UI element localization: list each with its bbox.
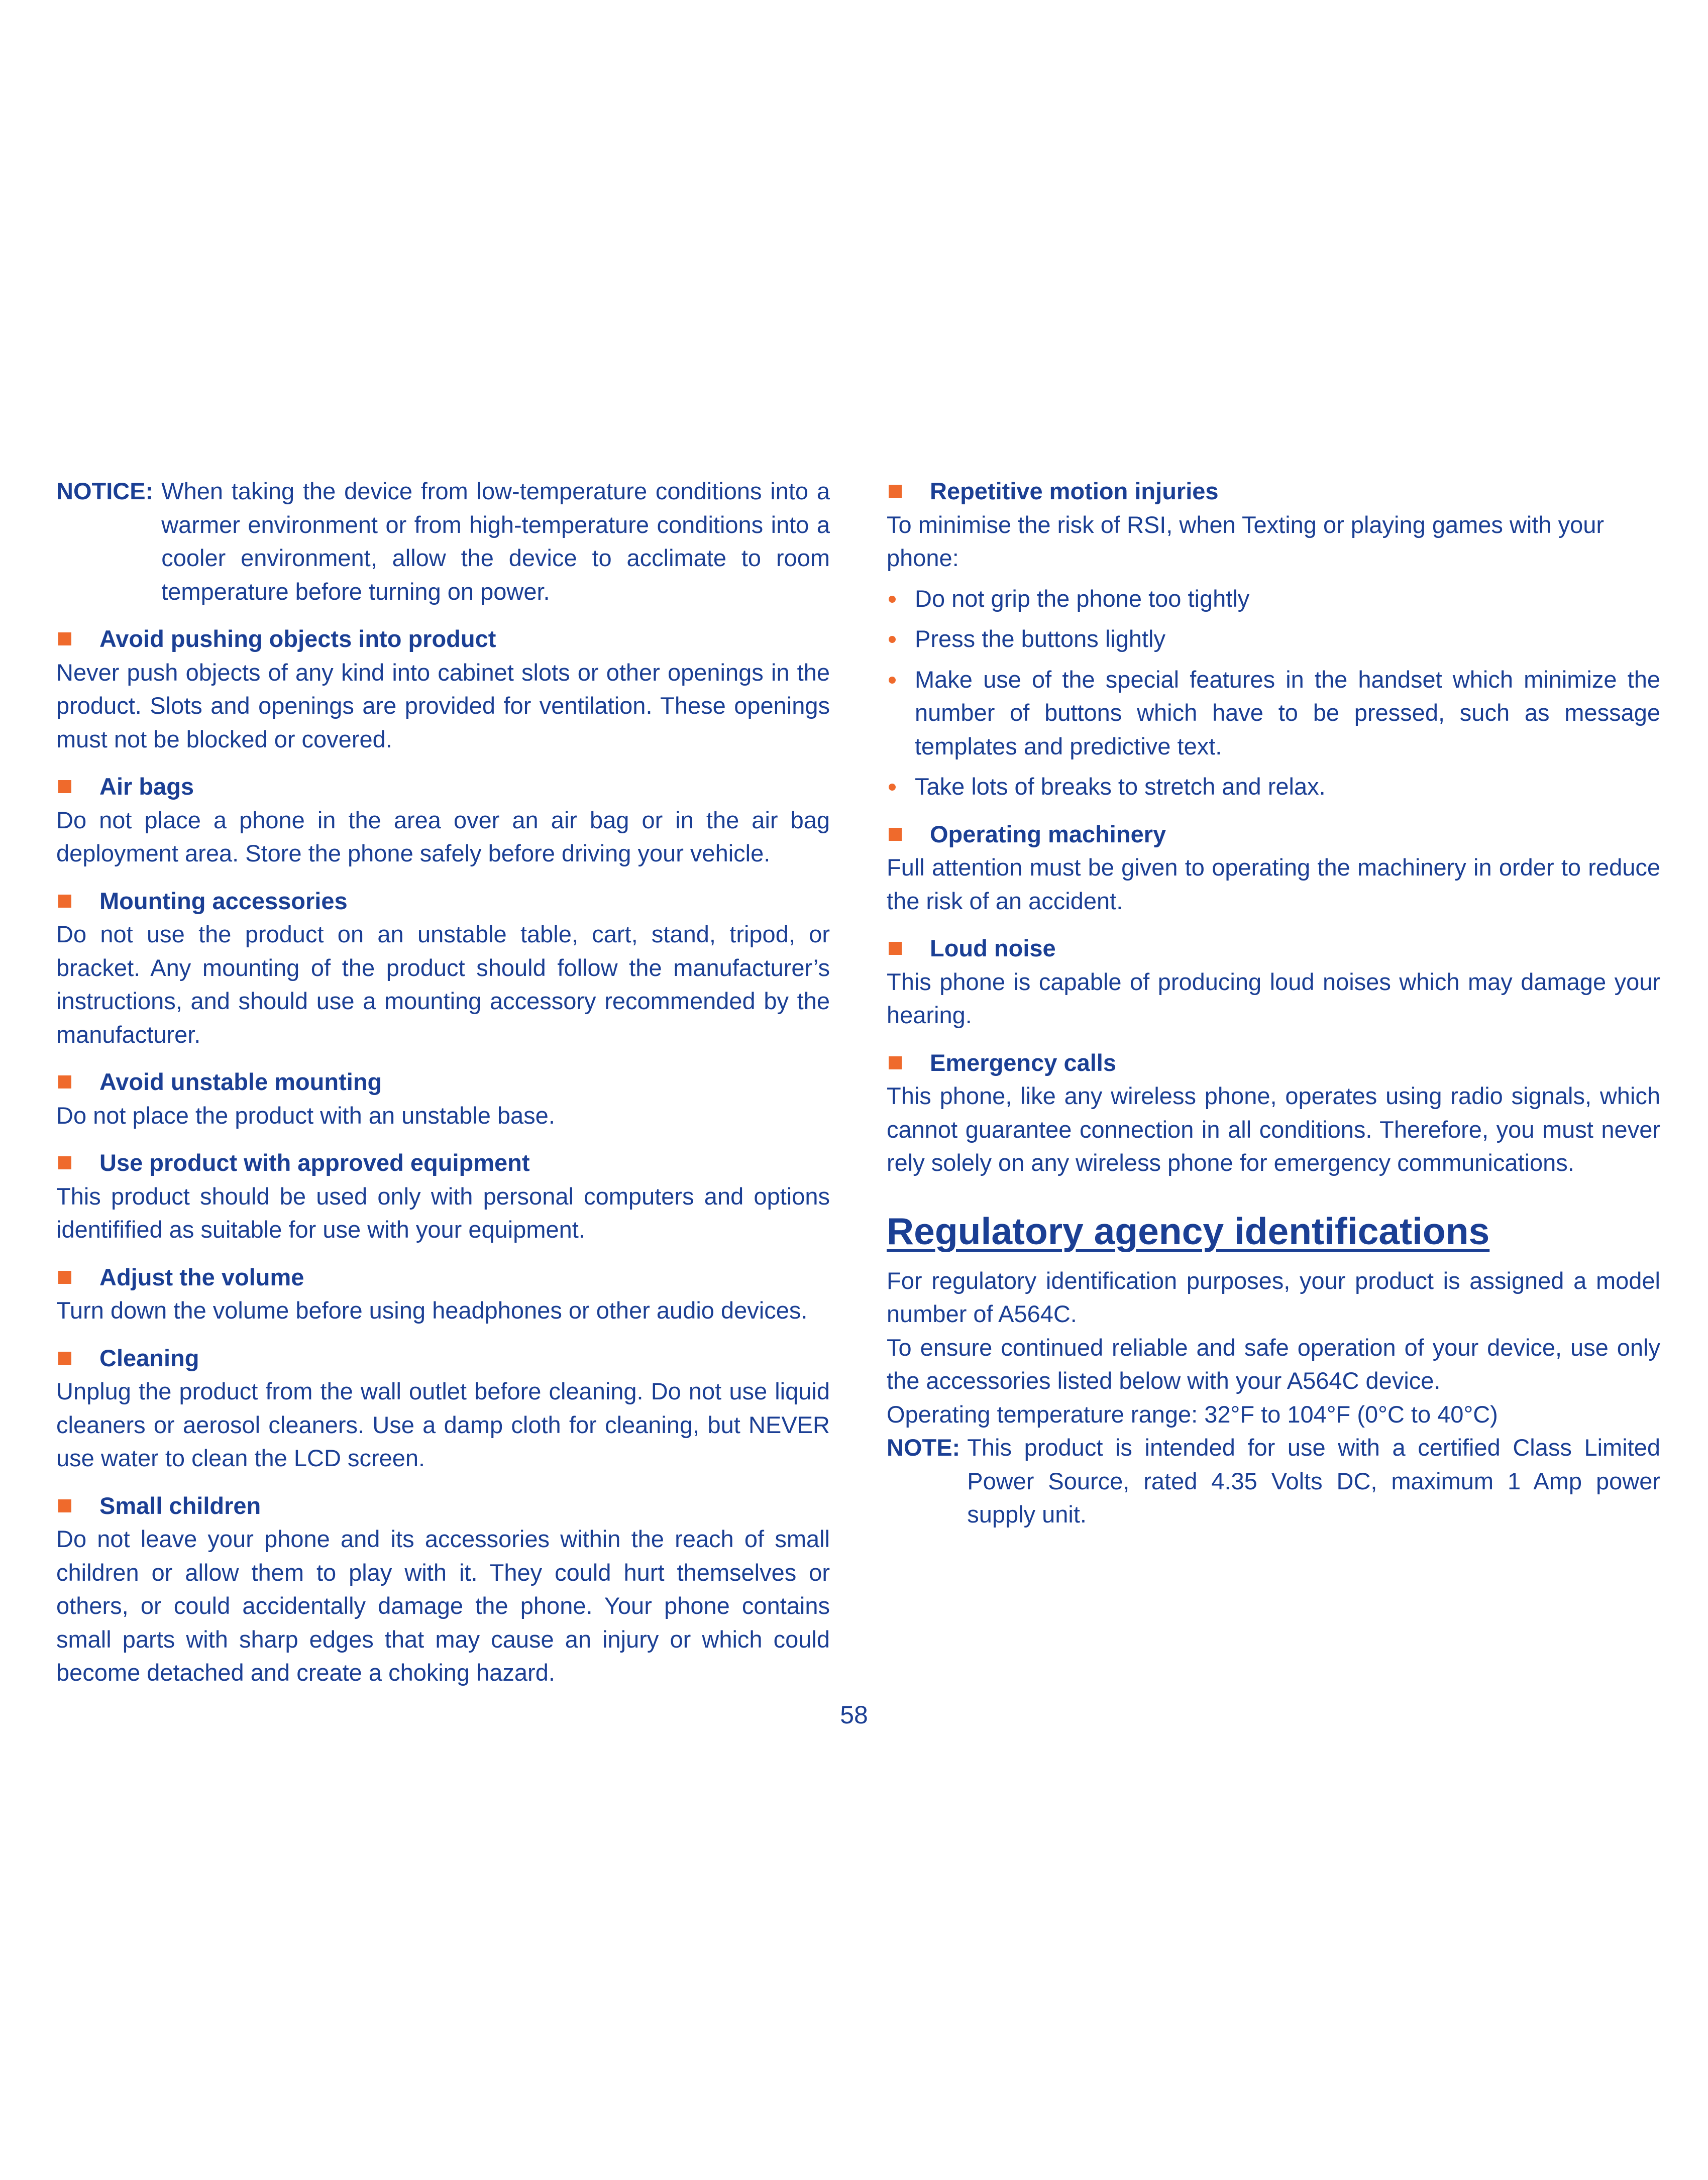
section-heading (56, 1065, 830, 1099)
list-item (887, 663, 1660, 764)
square-bullet-icon (58, 780, 71, 793)
notice-block (56, 475, 830, 608)
section-body: Do not place the product with an unstable base. (56, 1102, 555, 1129)
section-cleaning (56, 1342, 830, 1475)
section-mounting-accessories (56, 885, 830, 1052)
dot-bullet-icon (889, 677, 896, 684)
section-body: Do not place a phone in the area over an air bag or in the air bag deployment area. Store the phone safely before driving your vehicle. (56, 806, 830, 866)
square-bullet-icon (58, 1352, 71, 1365)
section-heading (887, 1046, 1660, 1080)
list-item (887, 770, 1660, 804)
section-heading-text: Operating machinery (930, 820, 1166, 847)
section-heading (887, 475, 1660, 508)
section-heading (887, 932, 1660, 965)
notice-text: When taking the device from low-temperature conditions into a warmer environment or from high-temperature conditions into a cooler environment, allow the device to acclimate to room temperature before turning on power. (161, 478, 830, 605)
square-bullet-icon (58, 1156, 71, 1169)
note-label: NOTE: (887, 1434, 960, 1461)
section-loud-noise (887, 932, 1660, 1032)
section-heading (56, 1489, 830, 1523)
section-heading-text: Small children (99, 1492, 261, 1519)
section-heading-text: Mounting accessories (99, 887, 348, 914)
section-adjust-volume (56, 1261, 830, 1328)
square-bullet-icon (889, 485, 902, 498)
section-air-bags (56, 770, 830, 870)
note-text: This product is intended for use with a certified Class Limited Power Source, rated 4.35 Volts DC, maximum 1 Amp power supply unit. (967, 1434, 1660, 1528)
list-item-text: Press the buttons lightly (915, 625, 1165, 652)
page-number: 58 (840, 1701, 868, 1729)
section-heading-text: Adjust the volume (99, 1263, 304, 1290)
section-heading (56, 622, 830, 656)
section-body: This phone is capable of producing loud noises which may damage your hearing. (887, 968, 1660, 1028)
square-bullet-icon (58, 1075, 71, 1088)
regulatory-paragraph-model: For regulatory identification purposes, your product is assigned a model number of A564C. (887, 1267, 1660, 1327)
square-bullet-icon (58, 632, 71, 645)
list-item (887, 622, 1660, 656)
regulatory-title: Regulatory agency identifications (887, 1210, 1490, 1252)
section-approved-equipment (56, 1146, 830, 1247)
section-heading (56, 1261, 830, 1294)
section-heading-text: Emergency calls (930, 1049, 1116, 1076)
square-bullet-icon (889, 942, 902, 955)
regulatory-paragraph-temperature: Operating temperature range: 32°F to 104°F (0°C to 40°C) (887, 1400, 1498, 1428)
section-avoid-pushing-objects (56, 622, 830, 756)
section-heading-text: Use product with approved equipment (99, 1149, 530, 1176)
square-bullet-icon (58, 895, 71, 908)
section-heading (56, 770, 830, 804)
list-item (887, 582, 1660, 616)
section-heading (56, 1342, 830, 1375)
square-bullet-icon (58, 1271, 71, 1284)
square-bullet-icon (58, 1499, 71, 1512)
list-item-text: Take lots of breaks to stretch and relax. (915, 773, 1326, 800)
section-body: Turn down the volume before using headphones or other audio devices. (56, 1297, 808, 1324)
section-heading-text: Avoid unstable mounting (99, 1068, 382, 1095)
section-avoid-unstable-mounting (56, 1065, 830, 1132)
section-heading (887, 818, 1660, 851)
section-body: This phone, like any wireless phone, operates using radio signals, which cannot guarantee connection in all conditions. Therefore, you must never rely solely on any wireless phone for emergency communications. (887, 1082, 1660, 1176)
section-heading (56, 885, 830, 918)
section-heading-text: Cleaning (99, 1344, 199, 1371)
section-emergency-calls (887, 1046, 1660, 1180)
list-item-text: Make use of the special features in the handset which minimize the number of buttons which have to be pressed, such as message templates and predictive text. (915, 666, 1660, 759)
section-repetitive-motion (887, 475, 1660, 804)
list-item-text: Do not grip the phone too tightly (915, 585, 1250, 612)
left-column (56, 475, 830, 1704)
dot-bullet-icon (889, 784, 896, 791)
square-bullet-icon (889, 1056, 902, 1069)
section-body: Do not use the product on an unstable table, cart, stand, tripod, or bracket. Any mounting of the product should follow the manufacturer’s instructions, and should use a mounting accessory recommended by the manufacturer. (56, 921, 830, 1048)
section-body: Do not leave your phone and its accessories within the reach of small children or allow them to play with it. They could hurt themselves or others, or could accidentally damage the phone. Your phone contains small parts with sharp edges that may cause an injury or which could become detached and create a choking hazard. (56, 1525, 830, 1686)
section-heading-text: Air bags (99, 773, 194, 800)
section-intro: To minimise the risk of RSI, when Texting or playing games with your phone: (887, 511, 1605, 571)
dot-bullet-icon (889, 636, 896, 643)
section-operating-machinery (887, 818, 1660, 918)
section-body: Unplug the product from the wall outlet before cleaning. Do not use liquid cleaners or aerosol cleaners. Use a damp cloth for cleaning, but NEVER use water to clean the LCD screen. (56, 1378, 830, 1471)
notice-label: NOTICE: (56, 478, 154, 504)
section-body: Full attention must be given to operating the machinery in order to reduce the risk of an accident. (887, 854, 1660, 914)
tips-list (887, 582, 1660, 804)
section-heading-text: Avoid pushing objects into product (99, 625, 496, 652)
section-body: This product should be used only with personal computers and options identifified as suitable for use with your equipment. (56, 1182, 830, 1243)
section-heading (56, 1146, 830, 1180)
square-bullet-icon (889, 828, 902, 841)
section-heading-text: Loud noise (930, 935, 1056, 961)
regulatory-section (887, 1206, 1660, 1532)
section-body: Never push objects of any kind into cabinet slots or other openings in the product. Slots and openings are provided for ventilation. These openings must not be blocked or covered. (56, 659, 830, 752)
section-heading-text: Repetitive motion injuries (930, 478, 1219, 504)
section-small-children (56, 1489, 830, 1690)
note-block (887, 1431, 1660, 1532)
regulatory-paragraph-accessories: To ensure continued reliable and safe operation of your device, use only the accessories listed below with your A564C device. (887, 1334, 1660, 1394)
right-column (887, 475, 1660, 1532)
dot-bullet-icon (889, 596, 896, 603)
